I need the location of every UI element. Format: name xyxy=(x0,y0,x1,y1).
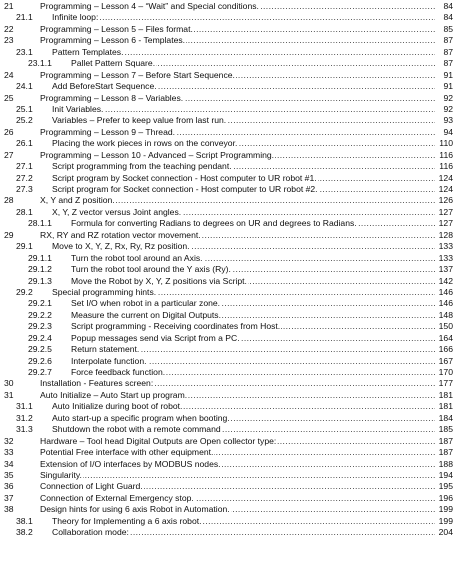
toc-entry-title[interactable]: Script program for Socket connection - Host computer to UR robot #2. xyxy=(52,184,318,194)
toc-entry-number: 38.2 xyxy=(16,527,33,538)
toc-entry-number: 34 xyxy=(4,458,14,469)
toc-entry-title[interactable]: Programming – Lesson 8 – Variables. xyxy=(40,92,184,103)
toc-entry-page-number: 187 xyxy=(438,435,453,446)
toc-entry-title[interactable]: Infinite loop: xyxy=(52,12,99,23)
toc-entry[interactable] xyxy=(0,195,457,206)
toc-entry-page-number: 91 xyxy=(443,69,453,80)
toc-entry[interactable] xyxy=(0,218,457,229)
toc-entry-number: 27.3 xyxy=(16,184,33,194)
toc-entry-title[interactable]: Extension of I/O interfaces by MODBUS nodes. xyxy=(40,458,221,469)
toc-entry-page-number: 170 xyxy=(438,367,453,377)
toc-entry-page-number: 204 xyxy=(438,527,453,538)
toc-entry-number: 27.1 xyxy=(16,161,33,172)
toc-entry[interactable] xyxy=(0,1,457,12)
toc-entry[interactable] xyxy=(0,207,457,218)
toc-entry-title[interactable]: Return statement. xyxy=(71,344,140,355)
toc-entry[interactable] xyxy=(0,70,457,81)
toc-entry[interactable] xyxy=(0,47,457,58)
toc-entry-title[interactable]: Placing the work pieces in rows on the conveyor. xyxy=(52,138,238,149)
toc-entry[interactable] xyxy=(0,104,457,115)
toc-entry[interactable] xyxy=(0,401,457,412)
toc-entry-title-with-leader xyxy=(71,367,435,378)
toc-entry-title[interactable]: Connection of External Emergency stop. xyxy=(40,492,194,503)
toc-entry-page-number: 133 xyxy=(438,252,453,263)
toc-entry-number: 31 xyxy=(4,389,14,400)
toc-entry-title-with-leader xyxy=(71,310,435,321)
toc-entry-number: 23.1.1 xyxy=(28,58,52,69)
toc-entry[interactable] xyxy=(0,413,457,424)
toc-entry-title-with-leader xyxy=(52,527,435,538)
toc-entry-title-with-leader xyxy=(40,150,435,161)
toc-entry-title-with-leader xyxy=(71,344,435,355)
toc-entry-number: 23.1 xyxy=(16,46,33,57)
toc-entry-page-number: 187 xyxy=(438,447,453,458)
toc-entry-title-with-leader xyxy=(40,447,435,458)
toc-entry-number: 21.1 xyxy=(16,12,33,23)
toc-entry-number: 38 xyxy=(4,504,14,515)
toc-entry-title-with-leader xyxy=(71,356,435,367)
toc-entry[interactable] xyxy=(0,264,457,275)
toc-entry[interactable] xyxy=(0,287,457,298)
toc-entry-page-number: 177 xyxy=(438,378,453,389)
toc-entry[interactable] xyxy=(0,298,457,309)
toc-entry-title-with-leader xyxy=(40,459,435,470)
toc-entry-title-with-leader xyxy=(52,207,435,218)
toc-entry-number: 27.2 xyxy=(16,172,33,183)
toc-entry-title-with-leader xyxy=(52,287,435,298)
toc-entry-page-number: 146 xyxy=(438,286,453,297)
toc-entry[interactable] xyxy=(0,390,457,401)
toc-entry-page-number: 194 xyxy=(438,469,453,480)
toc-entry-title-with-leader xyxy=(40,481,435,492)
toc-entry-number: 29.2.3 xyxy=(28,321,52,332)
toc-entry[interactable] xyxy=(0,241,457,252)
toc-entry-title[interactable]: X, Y, Z vector versus Joint angles. xyxy=(52,206,182,217)
toc-entry-number: 28.1.1 xyxy=(28,218,52,229)
toc-entry[interactable] xyxy=(0,161,457,172)
toc-entry-page-number: 133 xyxy=(438,241,453,252)
toc-entry-page-number: 116 xyxy=(439,149,453,160)
toc-entry-number: 29.2.2 xyxy=(28,309,52,320)
toc-entry-number: 28.1 xyxy=(16,206,33,217)
toc-entry-page-number: 148 xyxy=(438,309,453,320)
toc-entry[interactable] xyxy=(0,24,457,35)
toc-entry-title[interactable]: Interpolate function. xyxy=(71,355,147,366)
toc-entry-title[interactable]: Singularity. xyxy=(40,469,82,480)
toc-entry-number: 29.2 xyxy=(16,286,33,297)
toc-entry-title[interactable]: Formula for converting Radians to degrees on UR and degrees to Radians. xyxy=(71,218,357,229)
toc-entry-page-number: 84 xyxy=(443,12,453,23)
toc-entry-title-with-leader xyxy=(40,390,435,401)
toc-entry-title-with-leader xyxy=(71,218,435,229)
toc-entry-title[interactable]: Force feedback function. xyxy=(71,367,166,377)
toc-entry-number: 38.1 xyxy=(16,515,33,526)
toc-entry[interactable] xyxy=(0,459,457,470)
toc-entry-page-number: 195 xyxy=(438,481,453,492)
toc-entry-title-with-leader xyxy=(52,81,435,92)
toc-entry-title-with-leader xyxy=(40,35,435,46)
toc-entry-number: 29.1.2 xyxy=(28,264,52,275)
toc-entry-page-number: 93 xyxy=(443,115,453,126)
toc-entry-page-number: 137 xyxy=(438,264,453,275)
toc-entry-page-number: 94 xyxy=(443,126,453,137)
toc-entry-title[interactable]: Move the Robot by X, Y, Z positions via Script. xyxy=(71,275,247,286)
toc-entry-title-with-leader xyxy=(52,115,435,126)
toc-entry-title[interactable]: Turn the robot tool around an Axis. xyxy=(71,252,203,263)
toc-entry-page-number: 87 xyxy=(443,46,453,57)
toc-entry-title-with-leader xyxy=(71,58,435,69)
toc-entry-page-number: 127 xyxy=(438,206,453,217)
toc-entry-title-with-leader xyxy=(52,424,435,435)
toc-entry-page-number: 199 xyxy=(438,515,453,526)
toc-entry-page-number: 199 xyxy=(438,504,453,515)
toc-entry-page-number: 92 xyxy=(443,103,453,114)
toc-entry-title-with-leader xyxy=(71,264,435,275)
toc-entry-page-number: 91 xyxy=(443,81,453,92)
toc-entry-number: 30 xyxy=(4,378,14,389)
toc-entry-title-with-leader xyxy=(71,298,435,309)
toc-entry-number: 28 xyxy=(4,195,14,206)
toc-entry-number: 29.1.1 xyxy=(28,252,52,263)
toc-entry-number: 33 xyxy=(4,447,14,458)
toc-entry-title-with-leader xyxy=(52,184,435,195)
toc-entry-title[interactable]: Collaboration mode: xyxy=(52,527,129,538)
toc-entry[interactable] xyxy=(0,321,457,332)
toc-entry-number: 21 xyxy=(4,1,14,11)
toc-entry-title[interactable]: RX, RY and RZ rotation vector movement. xyxy=(40,229,201,240)
toc-entry-title[interactable]: Auto Initialize during boot of robot. xyxy=(52,401,183,412)
toc-entry[interactable] xyxy=(0,481,457,492)
toc-entry-number: 22 xyxy=(4,23,14,34)
toc-entry-number: 29.1 xyxy=(16,241,33,252)
toc-entry-number: 29.1.3 xyxy=(28,275,52,286)
toc-entry-page-number: 110 xyxy=(439,138,453,149)
toc-entry-title-with-leader xyxy=(40,230,435,241)
toc-entry-page-number: 188 xyxy=(438,458,453,469)
toc-entry-number: 35 xyxy=(4,469,14,480)
toc-entry[interactable] xyxy=(0,93,457,104)
toc-entry-title-with-leader xyxy=(40,70,435,81)
toc-entry-page-number: 126 xyxy=(438,195,453,206)
toc-entry-title-with-leader xyxy=(52,161,435,172)
toc-entry-page-number: 181 xyxy=(438,389,453,400)
toc-entry[interactable] xyxy=(0,115,457,126)
toc-entry-title-with-leader xyxy=(71,321,435,332)
toc-entry-page-number: 128 xyxy=(438,229,453,240)
toc-entry-title[interactable]: Pattern Templates. xyxy=(52,46,124,57)
toc-entry-number: 29.2.7 xyxy=(28,367,52,377)
toc-entry-number: 29.2.5 xyxy=(28,344,52,355)
toc-entry-title[interactable]: Set I/O when robot in a particular zone. xyxy=(71,298,221,309)
toc-entry-page-number: 184 xyxy=(438,412,453,423)
toc-entry-number: 31.1 xyxy=(16,401,33,412)
toc-entry-title[interactable]: Special programming hints. xyxy=(52,286,157,297)
toc-entry-title[interactable]: Auto Initialize – Auto Start up program. xyxy=(40,389,188,400)
toc-entry-page-number: 167 xyxy=(438,355,453,366)
toc-entry[interactable] xyxy=(0,138,457,149)
toc-entry-title-with-leader xyxy=(71,333,435,344)
toc-entry-page-number: 116 xyxy=(439,161,453,172)
toc-entry-page-number: 124 xyxy=(438,172,453,183)
toc-entry-title-with-leader xyxy=(52,401,435,412)
toc-entry-title-with-leader xyxy=(52,47,435,58)
toc-entry[interactable] xyxy=(0,436,457,447)
toc-entry-number: 27 xyxy=(4,149,14,160)
toc-entry-title-with-leader xyxy=(40,493,435,504)
toc-entry-title-with-leader xyxy=(52,173,435,184)
toc-entry-title[interactable]: Potential Free interface with other equipment. xyxy=(40,447,214,458)
toc-entry[interactable] xyxy=(0,173,457,184)
toc-entry-number: 29.2.6 xyxy=(28,355,52,366)
toc-entry-title[interactable]: Programming – Lesson 10 - Advanced – Script Programming. xyxy=(40,149,275,160)
toc-entry[interactable] xyxy=(0,310,457,321)
toc-entry-number: 25.1 xyxy=(16,103,33,114)
toc-entry-number: 24.1 xyxy=(16,81,33,92)
toc-entry-page-number: 87 xyxy=(443,58,453,69)
toc-entry-title[interactable]: X, Y and Z position. xyxy=(40,195,115,206)
toc-entry-title-with-leader xyxy=(40,127,435,138)
toc-entry-title-with-leader xyxy=(40,195,435,206)
toc-entry-page-number: 142 xyxy=(438,275,453,286)
toc-entry[interactable] xyxy=(0,58,457,69)
toc-entry-title-with-leader xyxy=(52,12,435,23)
toc-entry-title[interactable]: Script program by Socket connection - Host computer to UR robot #1. xyxy=(52,172,317,183)
toc-entry[interactable] xyxy=(0,81,457,92)
toc-entry-number: 25 xyxy=(4,92,14,103)
toc-entry-title[interactable]: Pallet Pattern Square. xyxy=(71,58,156,69)
toc-entry[interactable] xyxy=(0,253,457,264)
toc-entry-title[interactable]: Programming – Lesson 4 – “Wait” and Special conditions. xyxy=(40,1,259,11)
toc-entry-number: 37 xyxy=(4,492,14,503)
toc-entry-page-number: 150 xyxy=(438,321,453,332)
toc-entry-number: 32 xyxy=(4,435,14,446)
toc-entry[interactable] xyxy=(0,493,457,504)
toc-entry[interactable] xyxy=(0,150,457,161)
toc-entry-number: 29.2.4 xyxy=(28,332,52,343)
toc-entry-title-with-leader xyxy=(40,436,435,447)
toc-entry[interactable] xyxy=(0,127,457,138)
toc-entry-page-number: 92 xyxy=(443,92,453,103)
toc-entry-title-with-leader xyxy=(52,413,435,424)
toc-entry-title[interactable]: Programming – Lesson 5 – Files format. xyxy=(40,23,193,34)
toc-entry-page-number: 146 xyxy=(438,298,453,309)
toc-entry-title-with-leader xyxy=(52,104,435,115)
toc-entry-title[interactable]: Turn the robot tool around the Y axis (Ry). xyxy=(71,264,231,275)
toc-entry-title-with-leader xyxy=(52,516,435,527)
toc-entry-title[interactable]: Hardware – Tool head Digital Outputs are Open collector type: xyxy=(40,435,277,446)
toc-entry-number: 26 xyxy=(4,126,14,137)
toc-entry-number: 29.2.1 xyxy=(28,298,52,309)
toc-entry[interactable] xyxy=(0,184,457,195)
toc-entry[interactable] xyxy=(0,344,457,355)
toc-entry-title[interactable]: Variables – Prefer to keep value from last run. xyxy=(52,115,227,126)
toc-entry[interactable] xyxy=(0,378,457,389)
toc-entry-title[interactable]: Design hints for using 6 axis Robot in Automation. xyxy=(40,504,230,515)
toc-entry-title[interactable]: Measure the current on Digital Outputs. xyxy=(71,309,221,320)
toc-entry-title[interactable]: Theory for Implementing a 6 axis robot. xyxy=(52,515,202,526)
toc-entry-page-number: 87 xyxy=(443,35,453,46)
toc-entry-title-with-leader xyxy=(40,470,435,481)
toc-entry[interactable] xyxy=(0,12,457,23)
toc-entry-title[interactable]: Programming – Lesson 6 - Templates. xyxy=(40,35,186,46)
toc-entry-number: 31.3 xyxy=(16,424,33,435)
toc-entry[interactable] xyxy=(0,504,457,515)
toc-entry[interactable] xyxy=(0,276,457,287)
toc-entry-title[interactable]: Add BeforeStart Sequence. xyxy=(52,81,157,92)
toc-entry-title-with-leader xyxy=(71,276,435,287)
toc-entry[interactable] xyxy=(0,527,457,538)
toc-entry[interactable] xyxy=(0,356,457,367)
toc-entry-title[interactable]: Init Variables. xyxy=(52,103,104,114)
toc-entry-page-number: 164 xyxy=(438,332,453,343)
toc-entry[interactable] xyxy=(0,516,457,527)
toc-entry[interactable] xyxy=(0,470,457,481)
toc-entry-page-number: 124 xyxy=(438,184,453,194)
toc-entry-title-with-leader xyxy=(71,253,435,264)
toc-entry[interactable] xyxy=(0,447,457,458)
toc-entry-title-with-leader xyxy=(40,93,435,104)
toc-entry-title[interactable]: Programming – Lesson 9 – Thread. xyxy=(40,126,176,137)
toc-entry[interactable] xyxy=(0,367,457,378)
toc-entry-title[interactable]: Popup messages send via Script from a PC. xyxy=(71,332,240,343)
toc-entry-page-number: 127 xyxy=(438,218,453,229)
toc-entry-title[interactable]: Move to X, Y, Z, Rx, Ry, Rz position. xyxy=(52,241,190,252)
toc-entry-page-number: 181 xyxy=(438,401,453,412)
toc-entry-page-number: 85 xyxy=(443,23,453,34)
toc-entry-title[interactable]: Connection of Light Guard. xyxy=(40,481,143,492)
toc-entry-title[interactable]: Installation - Features screen: xyxy=(40,378,154,389)
toc-entry-number: 36 xyxy=(4,481,14,492)
toc-entry-title-with-leader xyxy=(40,24,435,35)
toc-entry-number: 31.2 xyxy=(16,412,33,423)
toc-entry-title[interactable]: Shutdown the robot with a remote command xyxy=(52,424,221,435)
toc-entry[interactable] xyxy=(0,230,457,241)
toc-entry-title[interactable]: Auto start-up a specific program when booting. xyxy=(52,412,230,423)
toc-entry-page-number: 196 xyxy=(438,492,453,503)
toc-entry-number: 24 xyxy=(4,69,14,80)
toc-entry[interactable] xyxy=(0,333,457,344)
toc-entry-title[interactable]: Script programming from the teaching pendant. xyxy=(52,161,232,172)
toc-entry-number: 25.2 xyxy=(16,115,33,126)
toc-entry-page-number: 166 xyxy=(438,344,453,355)
toc-entry-title-with-leader xyxy=(40,504,435,515)
toc-entry-title[interactable]: Script programming - Receiving coordinates from Host. xyxy=(71,321,281,332)
toc-entry-title-with-leader xyxy=(40,1,435,12)
toc-entry-page-number: 185 xyxy=(438,424,453,435)
toc-entry-number: 29 xyxy=(4,229,14,240)
toc-entry-number: 26.1 xyxy=(16,138,33,149)
toc-entry-number: 23 xyxy=(4,35,14,46)
toc-entry-title-with-leader xyxy=(52,138,435,149)
toc-entry[interactable] xyxy=(0,35,457,46)
toc-entry-title-with-leader xyxy=(52,241,435,252)
toc-entry-page-number: 84 xyxy=(443,1,453,11)
toc-entry[interactable] xyxy=(0,424,457,435)
toc-entry-title-with-leader xyxy=(40,378,435,389)
toc-entry-title[interactable]: Programming – Lesson 7 – Before Start Sequence. xyxy=(40,69,235,80)
